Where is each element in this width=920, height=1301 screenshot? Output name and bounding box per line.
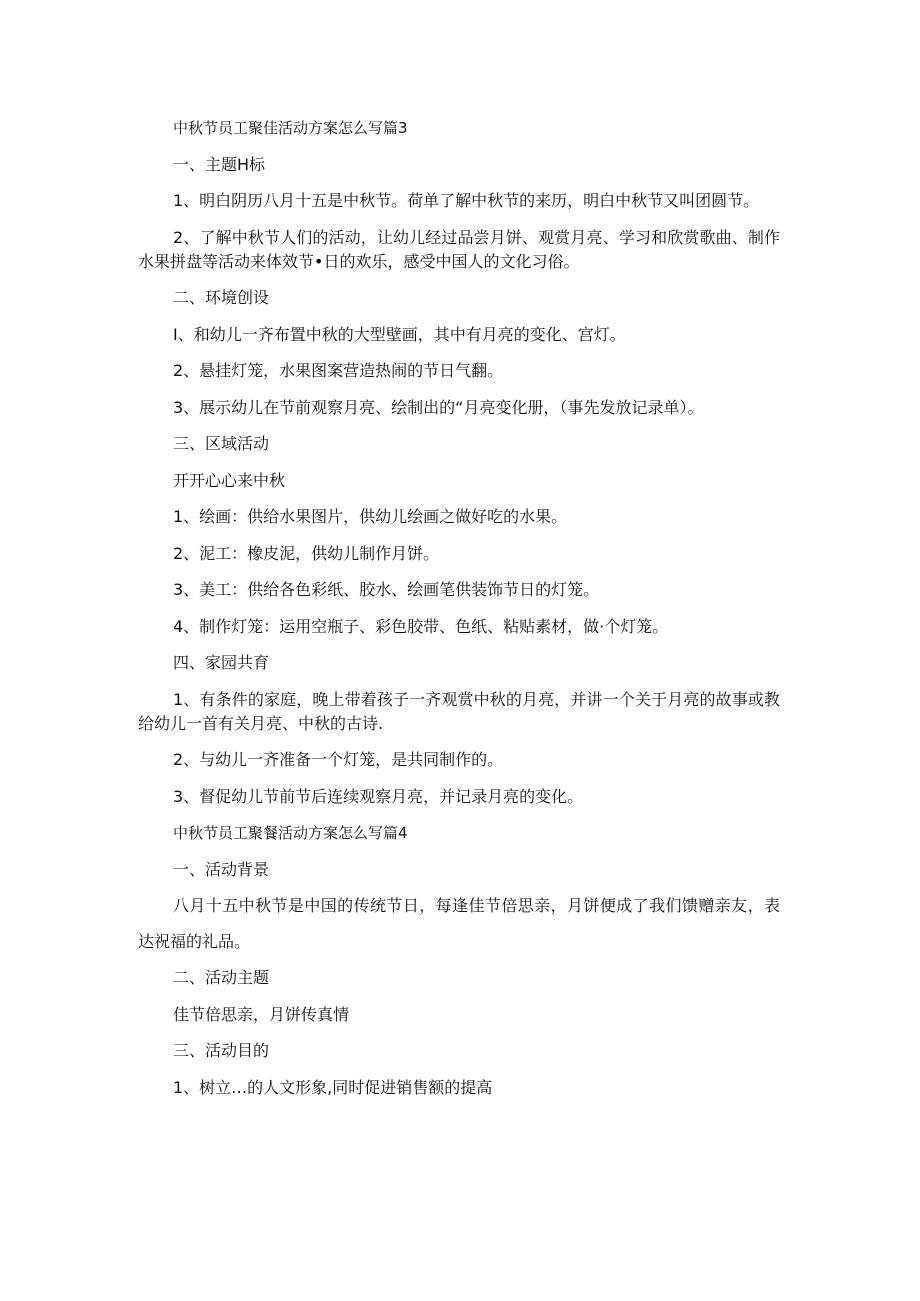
paragraph: 1、绘画：供给水果图片，供幼儿绘画之做好吃的水果。 xyxy=(173,507,568,526)
heading: 二、环境创设 xyxy=(173,288,270,307)
document-body xyxy=(138,116,780,1112)
paragraph: 2、了解中秋节人们的活动，让幼儿经过品尝月饼、观赏月亮、学习和欣赏歌曲、制作水果拼盘等活动来体效节•日的欢乐，感受中国人的文化习俗。 xyxy=(138,227,780,271)
paragraph: 3、展示幼儿在节前观察月亮、绘制出的“月亮变化册，（事先发放记录单）。 xyxy=(173,397,704,417)
paragraph: I、和幼儿一齐布置中秋的大型壁画，其中有月亮的变化、宫灯。 xyxy=(173,324,626,344)
heading: 三、区域活动 xyxy=(173,434,270,453)
paragraph: 1、明白阴历八月十五是中秋节。荷单了解中秋节的来历，明白中秋节又叫团圆节。 xyxy=(173,191,760,210)
section-title: 中秋节员工聚佳活动方案怎么写篇3 xyxy=(173,119,408,137)
paragraph: 佳节倍思亲，月饼传真情 xyxy=(173,1004,350,1024)
heading: 二、活动主题 xyxy=(173,968,270,987)
heading: 四、家园共育 xyxy=(173,653,270,672)
section-title: 中秋节员工聚餐活动方案怎么写篇4 xyxy=(173,824,408,842)
paragraph: 开开心心来中秋 xyxy=(173,470,286,490)
paragraph: 3、督促幼儿节前节后连续观察月亮，并记录月亮的变化。 xyxy=(173,786,584,806)
paragraph: 2、悬挂灯笼，水果图案营造热闹的节日气翻。 xyxy=(173,361,504,380)
paragraph: 八月十五中秋节是中国的传统节日，每逢佳节倍思亲，月饼便成了我们馈赠亲友，表达祝福的礼品。 xyxy=(138,896,780,951)
paragraph: 4、制作灯笼：运用空瓶子、彩色胶带、色纸、粘贴素材，做·个灯笼。 xyxy=(173,616,669,636)
paragraph: 3、美工：供给各色彩纸、胶水、绘画笔供装饰节日的灯笼。 xyxy=(173,580,600,599)
heading: 三、活动目的 xyxy=(173,1041,270,1060)
paragraph: 2、与幼儿一齐准备一个灯笼，是共同制作的。 xyxy=(173,750,504,769)
paragraph: 1、树立…的人文形象,同时促进销售额的提高 xyxy=(173,1077,493,1097)
heading: 一、主题H标 xyxy=(173,154,266,174)
paragraph: 2、泥工：橡皮泥，供幼儿制作月饼。 xyxy=(173,543,440,563)
heading: 一、活动背景 xyxy=(173,859,270,879)
paragraph: 1、有条件的家庭，晚上带着孩子一齐观赏中秋的月亮，并讲一个关于月亮的故事或教给幼儿一首有关月亮、中秋的古诗. xyxy=(138,689,780,733)
